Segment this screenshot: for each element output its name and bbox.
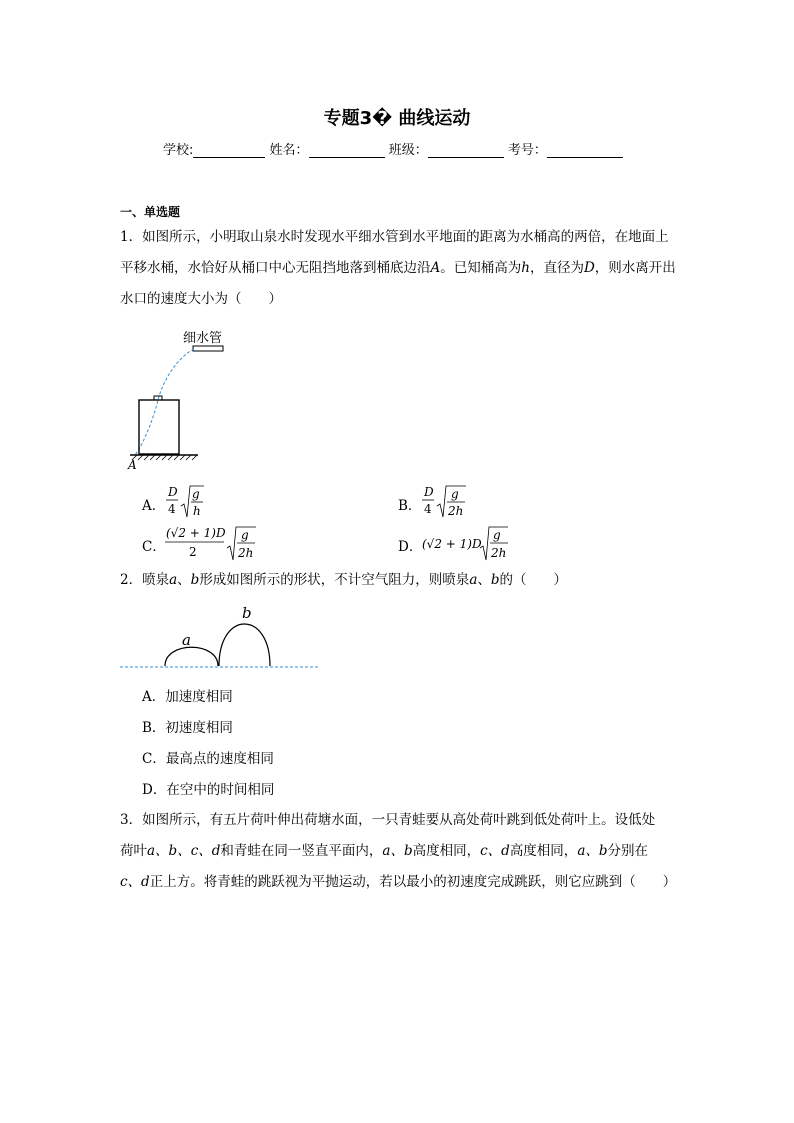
name-label: 姓名： bbox=[269, 143, 309, 158]
svg-text:g: g bbox=[451, 487, 459, 501]
fountain-a-label: a bbox=[182, 631, 191, 649]
q2-option-c[interactable]: C．最高点的速度相同 bbox=[142, 751, 274, 767]
water-trajectory bbox=[135, 349, 194, 455]
q2-option-d[interactable]: D．在空中的时间相同 bbox=[142, 782, 275, 798]
section-heading: 一、单选题 bbox=[120, 205, 181, 219]
formula-d bbox=[420, 523, 512, 563]
svg-text:(√2 + 1)D: (√2 + 1)D bbox=[166, 526, 226, 540]
fountain-b-arc bbox=[219, 624, 270, 666]
question-2-text: 2．喷泉a、b形成如图所示的形状，不计空气阻力，则喷泉a、b的（ ） bbox=[120, 572, 568, 588]
svg-text:4: 4 bbox=[424, 502, 432, 516]
svg-text:D: D bbox=[168, 485, 178, 499]
q2-option-b[interactable]: B．初速度相同 bbox=[142, 720, 233, 736]
q2-option-a[interactable]: A．加速度相同 bbox=[142, 689, 233, 705]
svg-text:g: g bbox=[192, 487, 200, 501]
bucket-figure bbox=[118, 325, 238, 475]
fountain-a-arc bbox=[165, 647, 218, 666]
svg-text:2h: 2h bbox=[238, 546, 254, 560]
formula-b bbox=[420, 484, 468, 520]
fountain-b-label: b bbox=[242, 604, 252, 622]
svg-text:D: D bbox=[424, 485, 434, 499]
pipe-label: 细水管 bbox=[183, 331, 223, 346]
point-a-label: A bbox=[128, 458, 137, 472]
number-label: 考号： bbox=[507, 143, 547, 158]
svg-text:2h: 2h bbox=[448, 504, 464, 518]
pipe-icon bbox=[193, 346, 223, 351]
school-label: 学校: bbox=[163, 143, 194, 158]
student-info-line bbox=[163, 139, 623, 158]
fountain-figure bbox=[118, 598, 320, 672]
svg-text:g: g bbox=[493, 528, 501, 542]
class-field[interactable] bbox=[428, 143, 504, 158]
school-field[interactable] bbox=[193, 143, 265, 158]
formula-c bbox=[164, 523, 260, 563]
number-field[interactable] bbox=[547, 143, 623, 158]
formula-a bbox=[164, 484, 204, 520]
ground-hatch bbox=[132, 455, 197, 460]
svg-text:(√2 + 1)D: (√2 + 1)D bbox=[422, 537, 482, 551]
svg-text:2h: 2h bbox=[491, 546, 507, 560]
page-title: 专题3� 曲线运动 bbox=[323, 108, 471, 129]
bucket-icon bbox=[139, 400, 179, 454]
class-label: 班级： bbox=[388, 143, 428, 158]
svg-text:h: h bbox=[193, 504, 201, 518]
name-field[interactable] bbox=[309, 143, 385, 158]
svg-text:g: g bbox=[241, 528, 249, 542]
question-1-text: 1．如图所示，小明取山泉水时发现水平细水管到水平地面的距离为水桶高的两倍，在地面上平移水桶，水恰好从桶口中心无阻挡地落到桶底边沿A。已知桶高为h，直径为D，则水离开出水口的速度大小为（ ） bbox=[120, 229, 676, 307]
document-page: 专题3� 曲线运动 学校: 姓名： 班级： 考号： 一、单选题 1．如图所示，小明取山泉水时发现水平细水管到水平地面的距离为水桶高的两倍，在地面上平移水桶，水恰好从桶口中心无阻挡地落到桶底边沿A。已知桶高为h，直径为D，则水离开出水口的速度大小为（ ） 细水管 A A． D 4 g h B． D 4 g 2h C． (√2 + 1)D 2 g 2h D． (√2 + 1)D g 2h 2．喷泉a、b形成如图所示的形状，不计空气阻力，则喷泉a、b的（ ） b a A．加速度相同 B．初速度相同 C．最高点的速度相同 D．在空中的时间相同 3．如图所示，有五片荷叶伸出荷塘水面，一只青蛙要从高处荷叶跳到低处荷叶上。设低处 荷叶a、b、c、d和青蛙在同一竖直平面内，a、b高度相同，c、d高度相同，a、b分别在 c、d正上方。将青蛙的跳跃视为平抛运动，若以最小的初速度完成跳跃，则它应跳到（ ） bbox=[0, 0, 794, 1123]
question-3-text: 3．如图所示，有五片荷叶伸出荷塘水面，一只青蛙要从高处荷叶跳到低处荷叶上。设低处 荷叶a、b、c、d和青蛙在同一竖直平面内，a、b高度相同，c、d高度相同，a、b分别在 c、d正上方。将青蛙的跳跃视为平抛运动，若以最小的初速度完成跳跃，则它应跳到（ ） bbox=[120, 812, 677, 890]
svg-text:2: 2 bbox=[189, 545, 197, 559]
svg-text:4: 4 bbox=[168, 502, 176, 516]
